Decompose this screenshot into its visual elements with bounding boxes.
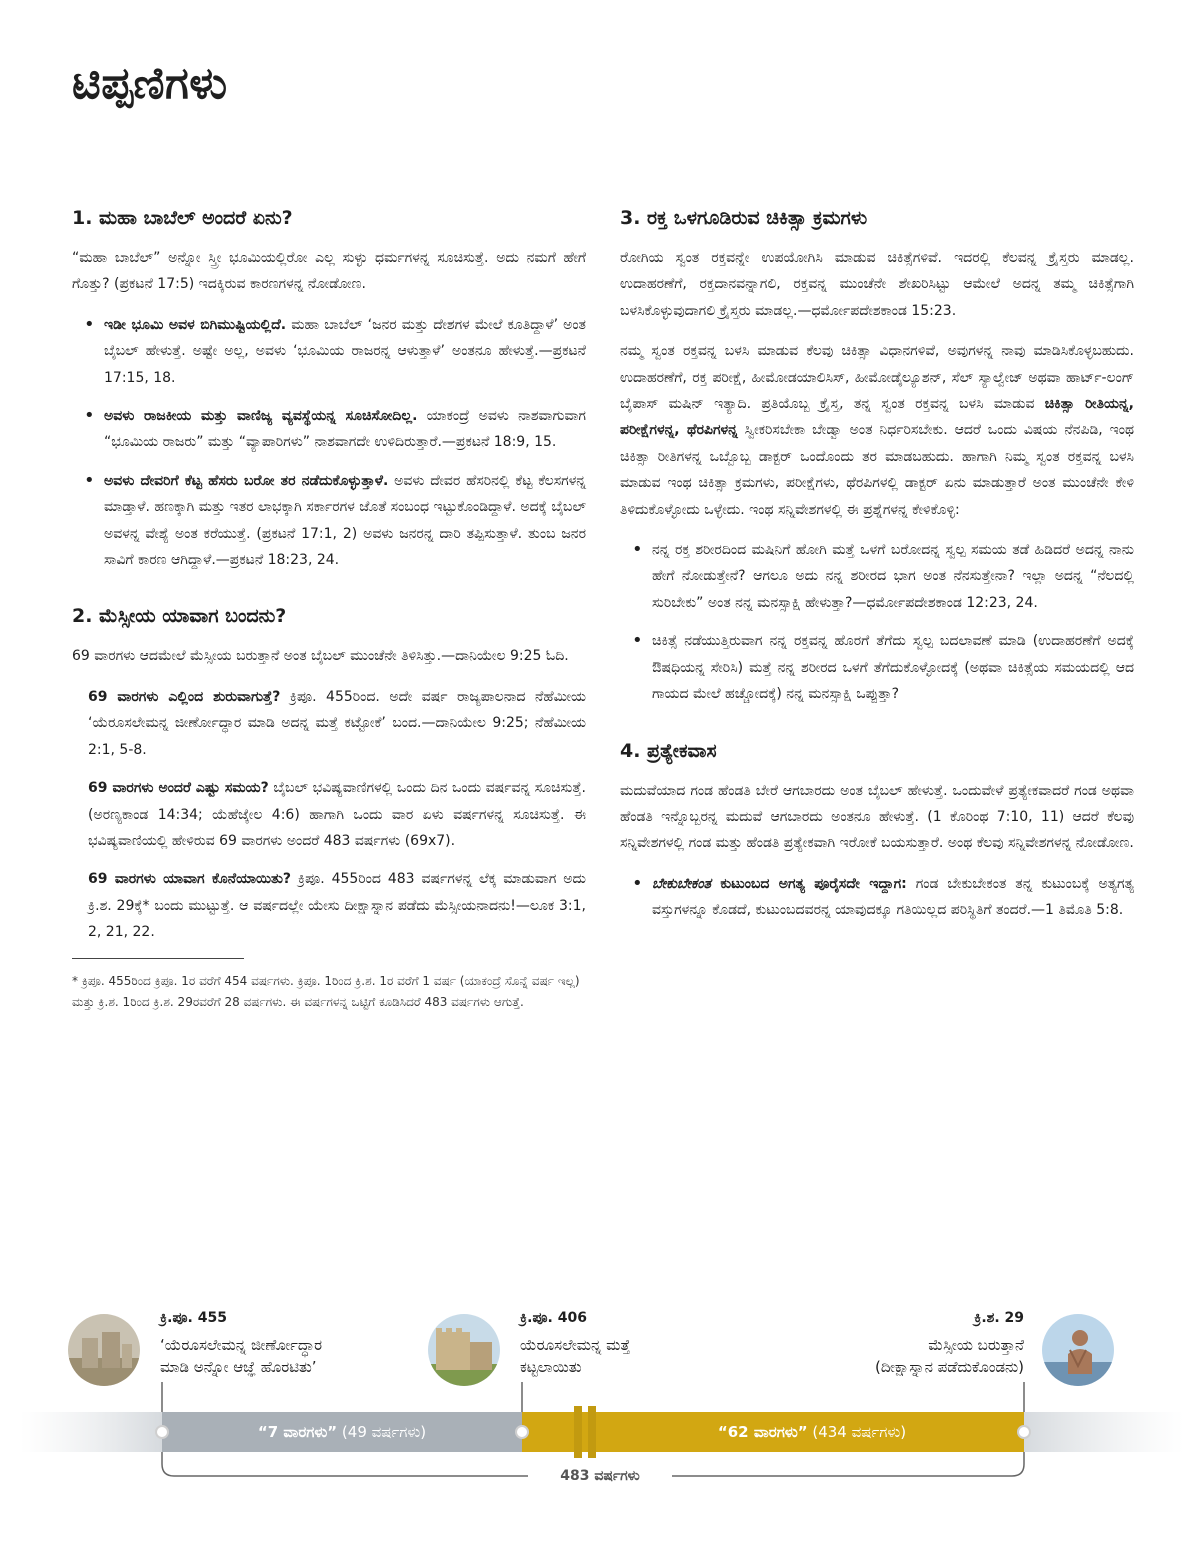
list-item: • ನನ್ನ ರಕ್ತ ಶರೀರದಿಂದ ಮಷಿನಿಗೆ ಹೋಗಿ ಮತ್ತೆ ಒಳಗೆ ಬರೋದನ್ನ ಸ್ವಲ್ಪ ಸಮಯ ತಡೆ ಹಿಡಿದರೆ ಅದನ್ನ ನಾನು ಹೇಗೆ ನೋಡುತ್ತೇನೆ? ಆಗಲೂ ಅದು ನನ್ನ ಶರೀರದ ಭಾಗ ಅಂತ ನೆನಸುತ್ತೇನಾ? ಇಲ್ಲಾ ಅದನ್ನ “ನೆಲದಲ್ಲಿ ಸುರಿಬೇಕು” ಅಂತ ನನ್ನ ಮನಸ್ಸಾಕ್ಷಿ ಹೇಳುತ್ತಾ?—ಧರ್ಮೋಪದೇಶಕಾಂಡ 12:23, 24. bbox=[620, 537, 1134, 616]
event-1-line-2: ಮಾಡಿ ಅನ್ನೋ ಆಜ್ಞೆ ಹೊರಟಿತು’ bbox=[160, 1358, 317, 1376]
list-item: • ಚಿಕಿತ್ಸೆ ನಡೆಯುತ್ತಿರುವಾಗ ನನ್ನ ರಕ್ತವನ್ನ ಹೊರಗೆ ತೆಗೆದು ಸ್ವಲ್ಪ ಬದಲಾವಣೆ ಮಾಡಿ (ಉದಾಹರಣೆಗೆ ಅದಕ್ಕೆ ಔಷಧಿಯನ್ನ ಸೇರಿಸಿ) ಮತ್ತೆ ನನ್ನ ಶರೀರದ ಒಳಗೆ ತೆಗೆದುಕೊಳ್ಳೋದಕ್ಕೆ (ಅಥವಾ ಚಿಕಿತ್ಸೆಯ ಸಮಯದಲ್ಲಿ ಆದ ಗಾಯದ ಮೇಲೆ ಹಚ್ಚೋದಕ್ಕೆ) ನನ್ನ ಮನಸ್ಸಾಕ್ಷಿ ಒಪ್ಪುತ್ತಾ? bbox=[620, 628, 1134, 707]
band-2-label bbox=[600, 1412, 1024, 1452]
section-2-point bbox=[72, 775, 586, 854]
event-2-date: ಕ್ರಿ.ಪೂ. 406 bbox=[520, 1310, 587, 1326]
list-item-text: ಅವಳು ದೇವರ ಹೆಸರಿನಲ್ಲಿ ಕೆಟ್ಟ ಕೆಲಸಗಳನ್ನ ಮಾಡ್ತಾಳೆ. ಹಣಕ್ಕಾಗಿ ಮತ್ತು ಇತರ ಲಾಭಕ್ಕಾಗಿ ಸರ್ಕಾರಗಳ ಜೊತೆ ಸಂಬಂಧ ಇಟ್ಟುಕೊಂಡಿದ್ದಾಳೆ. ಅದಕ್ಕೆ ಬೈಬಲ್ ಅವಳನ್ನ ವೇಶ್ಯೆ ಅಂತ ಕರೆಯುತ್ತೆ. (ಪ್ರಕಟನೆ 17:1, 2) ಅವಳು ಜನರನ್ನ ದಾರಿ ತಪ್ಪಿಸುತ್ತಾಳೆ. ತುಂಬ ಜನರ ಸಾವಿಗೆ ಕಾರಣ ಆಗಿದ್ದಾಳೆ.—ಪ್ರಕಟನೆ 18:23, 24. bbox=[104, 472, 586, 569]
list-item-text: ಮಹಾ ಬಾಬೆಲ್ ‘ಜನರ ಮತ್ತು ದೇಶಗಳ ಮೇಲೆ ಕೂತಿದ್ದಾಳೆ’ ಅಂತ ಬೈಬಲ್ ಹೇಳುತ್ತೆ. ಅಷ್ಟೇ ಅಲ್ಲ, ಅವಳು ‘ಭೂಮಿಯ ರಾಜರನ್ನ ಆಳುತ್ತಾಳೆ’ ಅಂತನೂ ಹೇಳುತ್ತೆ.—ಪ್ರಕಟನೆ 17:15, 18. bbox=[104, 316, 586, 386]
list-item bbox=[72, 468, 586, 574]
footnote: * ಕ್ರಿಪೂ. 455ರಿಂದ ಕ್ರಿಪೂ. 1ರ ವರೆಗೆ 454 ವರ್ಷಗಳು. ಕ್ರಿಪೂ. 1ರಿಂದ ಕ್ರಿ.ಶ. 1ರ ವರೆಗೆ 1 ವರ್ಷ (ಯಾಕಂದ್ರೆ ಸೊನ್ನೆ ವರ್ಷ ಇಲ್ಲ) ಮತ್ತು ಕ್ರಿ.ಶ. 1ರಿಂದ ಕ್ರಿ.ಶ. 29ರವರೆಗೆ 28 ವರ್ಷಗಳು. ಈ ವರ್ಷಗಳನ್ನ ಒಟ್ಟಿಗೆ ಕೂಡಿಸಿದರೆ 483 ವರ್ಷಗಳು ಆಗುತ್ತೆ. bbox=[72, 973, 580, 1009]
section-2-heading: 2. ಮೆಸ್ಸೀಯ ಯಾವಾಗ ಬಂದನು? bbox=[72, 605, 287, 628]
event-1-line-1: ‘ಯೆರೂಸಲೇಮನ್ನ ಜೀರ್ಣೋದ್ಧಾರ bbox=[160, 1336, 323, 1354]
footnote-divider bbox=[72, 958, 244, 959]
list-item-text: ಗಂಡ ಬೇಕುಬೇಕಂತ ತನ್ನ ಕುಟುಂಬಕ್ಕೆ ಅತ್ಯಗತ್ಯ ವಸ್ತುಗಳನ್ನೂ ಕೊಡದೆ, ಕುಟುಂಬದವರನ್ನ ಯಾವುದಕ್ಕೂ ಗತಿಯಿಲ್ಲದ ಪರಿಸ್ಥಿತಿಗೆ ತಂದರೆ.—1 ತಿಮೊತಿ 5:8. bbox=[652, 875, 1134, 919]
section-3-paragraph-1: ರೋಗಿಯ ಸ್ವಂತ ರಕ್ತವನ್ನೇ ಉಪಯೋಗಿಸಿ ಮಾಡುವ ಚಿಕಿತ್ಸೆಗಳಿವೆ. ಇದರಲ್ಲಿ ಕೆಲವನ್ನ ಕ್ರೈಸ್ತರು ಮಾಡಲ್ಲ. ಉದಾಹರಣೆಗೆ, ರಕ್ತದಾನವನ್ನಾಗಲಿ, ರಕ್ತವನ್ನ ಮುಂಚೆನೇ ಶೇಖರಿಸಿಟ್ಟು ಆಮೇಲೆ ಅದನ್ನ ತಮ್ಮ ಚಿಕಿತ್ಸೆಗಾಗಿ ಬಳಸಿಕೊಳ್ಳುವುದಾಗಲಿ ಕ್ರೈಸ್ತರು ಮಾಡಲ್ಲ.—ಧರ್ಮೋಪದೇಶಕಾಂಡ 15:23. bbox=[620, 250, 1134, 319]
event-3-date: ಕ್ರಿ.ಶ. 29 bbox=[974, 1310, 1024, 1326]
text-run: ಸ್ವೀಕರಿಸಬೇಕಾ ಬೇಡ್ವಾ ಅಂತ ನಿರ್ಧರಿಸಬೇಕು. ಆದರೆ ಒಂದು ವಿಷಯ ನೆನಪಿಡಿ, ಇಂಥ ಚಿಕಿತ್ಸಾ ರೀತಿಗಳನ್ನ ಒಬ್ಬೊಬ್ಬ ಡಾಕ್ಟರ್ ಒಂದೊಂದು ತರ ಮಾಡಬಹುದು. ಹಾಗಾಗಿ ನಿಮ್ಮ ಸ್ವಂತ ರಕ್ತವನ್ನ ಬಳಸಿ ಮಾಡುವ ಇಂಥ ಚಿಕಿತ್ಸಾ ಕ್ರಮಗಳು, ಪರೀಕ್ಷೆಗಳು, ಥೆರಪಿಗಳಲ್ಲಿ ಡಾಕ್ಟರ್ ಏನು ಮಾಡುತ್ತಾರೆ ಅಂತ ಮುಂಚೆನೇ ಕೇಳಿ ತಿಳಿದುಕೊಳ್ಳೋದು ಒಳ್ಳೇದು. ಇಂಥ ಸನ್ನಿವೇಶಗಳಲ್ಲಿ ಈ ಪ್ರಶ್ನೆಗಳನ್ನ ಕೇಳಿಕೊಳ್ಳಿ: bbox=[620, 422, 1134, 518]
list-item-bold: ಕುಟುಂಬದ ಅಗತ್ಯ ಪೂರೈಸದೇ ಇದ್ದಾಗ: bbox=[710, 875, 907, 892]
list-item-italic: ಬೇಕುಬೇಕಂತ bbox=[652, 875, 711, 892]
band-1-label bbox=[162, 1412, 522, 1452]
section-1-list bbox=[72, 312, 586, 574]
section-2-point bbox=[72, 684, 586, 763]
bold-run: ಥೆರಪಿಗಳನ್ನ bbox=[686, 422, 738, 439]
section-3-heading: 3. ರಕ್ತ ಒಳಗೂಡಿರುವ ಚಿಕಿತ್ಸಾ ಕ್ರಮಗಳು bbox=[620, 207, 868, 229]
section-4-paragraph: ಮದುವೆಯಾದ ಗಂಡ ಹೆಂಡತಿ ಬೇರೆ ಆಗಬಾರದು ಅಂತ ಬೈಬಲ್ ಹೇಳುತ್ತೆ. ಒಂದುವೇಳೆ ಪ್ರತ್ಯೇಕವಾದರೆ ಗಂಡ ಅಥವಾ ಹೆಂಡತಿ ಇನ್ನೊಬ್ಬರನ್ನ ಮದುವೆ ಆಗಬಾರದು ಅಂತನೂ ಹೇಳುತ್ತೆ. (1 ಕೊರಿಂಥ 7:10, 11) ಆದರೆ ಕೆಲವು ಸನ್ನಿವೇಶಗಳಲ್ಲಿ ಗಂಡ ಮತ್ತು ಹೆಂಡತಿ ಪ್ರತ್ಯೇಕವಾಗಿ ಇರೋಕೆ ಬಯಸುತ್ತಾರೆ. ಅಂಥ ಕೆಲವು ಸನ್ನಿವೇಶಗಳನ್ನ ನೋಡೋಣ. bbox=[620, 782, 1134, 852]
event-2-line-2: ಕಟ್ಟಲಾಯಿತು bbox=[520, 1358, 582, 1376]
list-item-bold: ಅವಳು ದೇವರಿಗೆ ಕೆಟ್ಟ ಹೆಸರು ಬರೋ ತರ ನಡೆದುಕೊಳ್ಳುತ್ತಾಳೆ. bbox=[104, 472, 389, 489]
point-text: ಕ್ರಿಪೂ. 455ರಿಂದ. ಅದೇ ವರ್ಷ ರಾಜ್ಯಪಾಲನಾದ ನೆಹೆಮೀಯ ‘ಯೆರೂಸಲೇಮನ್ನ ಜೀರ್ಣೋದ್ಧಾರ ಮಾಡಿ ಅದನ್ನ ಮತ್ತೆ ಕಟ್ಟೋಕೆ’ ಬಂದ.—ದಾನಿಯೇಲ 9:25; ನೆಹೆಮೀಯ 2:1, 5-8. bbox=[88, 688, 586, 758]
section-1-heading: 1. ಮಹಾ ಬಾಬೆಲ್ ಅಂದರೆ ಏನು? bbox=[72, 207, 293, 229]
gap-marker bbox=[588, 1406, 596, 1458]
point-bold: 69 ವಾರಗಳು ಯಾವಾಗ ಕೊನೆಯಾಯಿತು? bbox=[88, 871, 292, 888]
city-wall-image bbox=[428, 1314, 500, 1386]
point-bold: 69 ವಾರಗಳು ಎಲ್ಲಿಂದ ಶುರುವಾಗುತ್ತೆ? bbox=[88, 688, 281, 705]
event-3-text bbox=[780, 1334, 1024, 1378]
point-text: ಬೈಬಲ್ ಭವಿಷ್ಯವಾಣಿಗಳಲ್ಲಿ ಒಂದು ದಿನ ಒಂದು ವರ್ಷವನ್ನ ಸೂಚಿಸುತ್ತೆ. (ಅರಣ್ಯಕಾಂಡ 14:34; ಯೆಹೆಜ್ಕೇಲ 4:6) ಹಾಗಾಗಿ ಒಂದು ವಾರ ಏಳು ವರ್ಷಗಳನ್ನ ಸೂಚಿಸುತ್ತೆ. ಈ ಭವಿಷ್ಯವಾಣಿಯಲ್ಲಿ ಹೇಳಿರುವ 69 ವಾರಗಳು ಅಂದರೆ 483 ವರ್ಷಗಳು (69x7). bbox=[88, 780, 587, 849]
ruins-image bbox=[68, 1314, 140, 1386]
section-3-list bbox=[620, 537, 1134, 707]
point-text: ಕ್ರಿಪೂ. 455ರಿಂದ 483 ವರ್ಷಗಳನ್ನ ಲೆಕ್ಕ ಮಾಡುವಾಗ ಅದು ಕ್ರಿ.ಶ. 29ಕ್ಕೆ* ಬಂದು ಮುಟ್ಟುತ್ತೆ. ಆ ವರ್ಷದಲ್ಲೇ ಯೇಸು ದೀಕ್ಷಾಸ್ನಾನ ಪಡೆದು ಮೆಸ್ಸೀಯನಾದನು!—ಲೂಕ 3:1, 2, 21, 22. bbox=[88, 871, 587, 941]
left-column bbox=[72, 205, 586, 1013]
bold-run: ಪರೀಕ್ಷೆಗಳನ್ನ bbox=[620, 422, 675, 439]
list-item-text: ಯಾಕಂದ್ರೆ ಅವಳು ನಾಶವಾಗುವಾಗ “ಭೂಮಿಯ ರಾಜರು” ಮತ್ತು “ವ್ಯಾಪಾರಿಗಳು” ನಾಶವಾಗದೇ ಉಳಿದಿರುತ್ತಾರೆ.—ಪ್ರಕಟನೆ 18:9, 15. bbox=[104, 408, 586, 451]
band-fade-right bbox=[1024, 1412, 1184, 1452]
text-run: , bbox=[674, 422, 687, 439]
band-1-label-bold: “7 ವಾರಗಳು” bbox=[257, 1423, 338, 1441]
section-3-paragraph-2 bbox=[620, 338, 1134, 523]
list-item bbox=[72, 403, 586, 456]
list-item bbox=[72, 312, 586, 391]
band-fade-left bbox=[20, 1412, 162, 1452]
text-run: ನಮ್ಮ ಸ್ವಂತ ರಕ್ತವನ್ನ ಬಳಸಿ ಮಾಡುವ ಕೆಲವು ಚಿಕಿತ್ಸಾ ವಿಧಾನಗಳಿವೆ, ಅವುಗಳನ್ನ ನಾವು ಮಾಡಿಸಿಕೊಳ್ಳಬಹುದು. ಉದಾಹರಣೆಗೆ, ರಕ್ತ ಪರೀಕ್ಷೆ, ಹೀಮೋಡಯಾಲಿಸಿಸ್, ಹೀಮೋಡೈಲ್ಯೂಶನ್, ಸೆಲ್ ಸ್ಯಾಲ್ವೇಜ್ ಅಥವಾ ಹಾರ್ಟ್-ಲಂಗ್ ಬೈಪಾಸ್ ಮಷಿನ್ ಇತ್ಯಾದಿ. ಪ್ರತಿಯೊಬ್ಬ ಕ್ರೈಸ್ತ, ತನ್ನ ಸ್ವಂತ ರಕ್ತವನ್ನ ಬಳಸಿ ಮಾಡುವ bbox=[620, 343, 1134, 413]
section-1-intro: “ಮಹಾ ಬಾಬೆಲ್” ಅನ್ನೋ ಸ್ತ್ರೀ ಭೂಮಿಯಲ್ಲಿರೋ ಎಲ್ಲ ಸುಳ್ಳು ಧರ್ಮಗಳನ್ನ ಸೂಚಿಸುತ್ತೆ. ಅದು ನಮಗೆ ಹೇಗೆ ಗೊತ್ತು? (ಪ್ರಕಟನೆ 17:5) ಇದಕ್ಕಿರುವ ಕಾರಣಗಳನ್ನ ನೋಡೋಣ. bbox=[72, 250, 586, 293]
section-4-list bbox=[620, 871, 1134, 924]
event-2-line-1: ಯೆರೂಸಲೇಮನ್ನ ಮತ್ತೆ bbox=[520, 1336, 631, 1354]
list-item bbox=[620, 871, 1134, 924]
band-2-label-bold: “62 ವಾರಗಳು” bbox=[717, 1423, 808, 1441]
point-bold: 69 ವಾರಗಳು ಅಂದರೆ ಎಷ್ಟು ಸಮಯ? bbox=[88, 780, 269, 797]
section-2-point bbox=[72, 866, 586, 945]
gap-marker bbox=[574, 1406, 582, 1458]
event-3-line-2: (ದೀಕ್ಷಾಸ್ನಾನ ಪಡೆದುಕೊಂಡನು) bbox=[875, 1358, 1024, 1376]
event-1-text bbox=[160, 1334, 420, 1378]
event-1-date: ಕ್ರಿ.ಪೂ. 455 bbox=[160, 1310, 227, 1326]
list-item-bold: ಇಡೀ ಭೂಮಿ ಅವಳ ಬಿಗಿಮುಷ್ಟಿಯಲ್ಲಿದೆ. bbox=[104, 316, 287, 333]
section-4-heading: 4. ಪ್ರತ್ಯೇಕವಾಸ bbox=[620, 739, 717, 762]
page-title: ಟಿಪ್ಪಣಿಗಳು bbox=[72, 58, 228, 109]
text-run: , bbox=[1128, 396, 1134, 413]
band-2-label-rest: (434 ವರ್ಷಗಳು) bbox=[807, 1423, 907, 1441]
event-3-line-1: ಮೆಸ್ಸೀಯ ಬರುತ್ತಾನೆ bbox=[928, 1336, 1024, 1354]
right-column bbox=[620, 205, 1134, 936]
baptism-image bbox=[1042, 1314, 1114, 1386]
event-2-text bbox=[520, 1334, 720, 1378]
timeline bbox=[0, 1300, 1200, 1500]
section-2-intro: 69 ವಾರಗಳು ಆದಮೇಲೆ ಮೆಸ್ಸೀಯ ಬರುತ್ತಾನೆ ಅಂತ ಬೈಬಲ್ ಮುಂಚೆನೇ ತಿಳಿಸಿತ್ತು.—ದಾನಿಯೇಲ 9:25 ಓದಿ. bbox=[72, 648, 569, 665]
bold-run: ಚಿಕಿತ್ಸಾ ರೀತಿಯನ್ನ bbox=[1044, 396, 1129, 413]
band-1-label-rest: (49 ವರ್ಷಗಳು) bbox=[337, 1423, 427, 1441]
total-years-label: 483 ವರ್ಷಗಳು bbox=[528, 1468, 672, 1484]
list-item-bold: ಅವಳು ರಾಜಕೀಯ ಮತ್ತು ವಾಣಿಜ್ಯ ವ್ಯವಸ್ಥೆಯನ್ನ ಸೂಚಿಸೋದಿಲ್ಲ. bbox=[104, 408, 418, 425]
